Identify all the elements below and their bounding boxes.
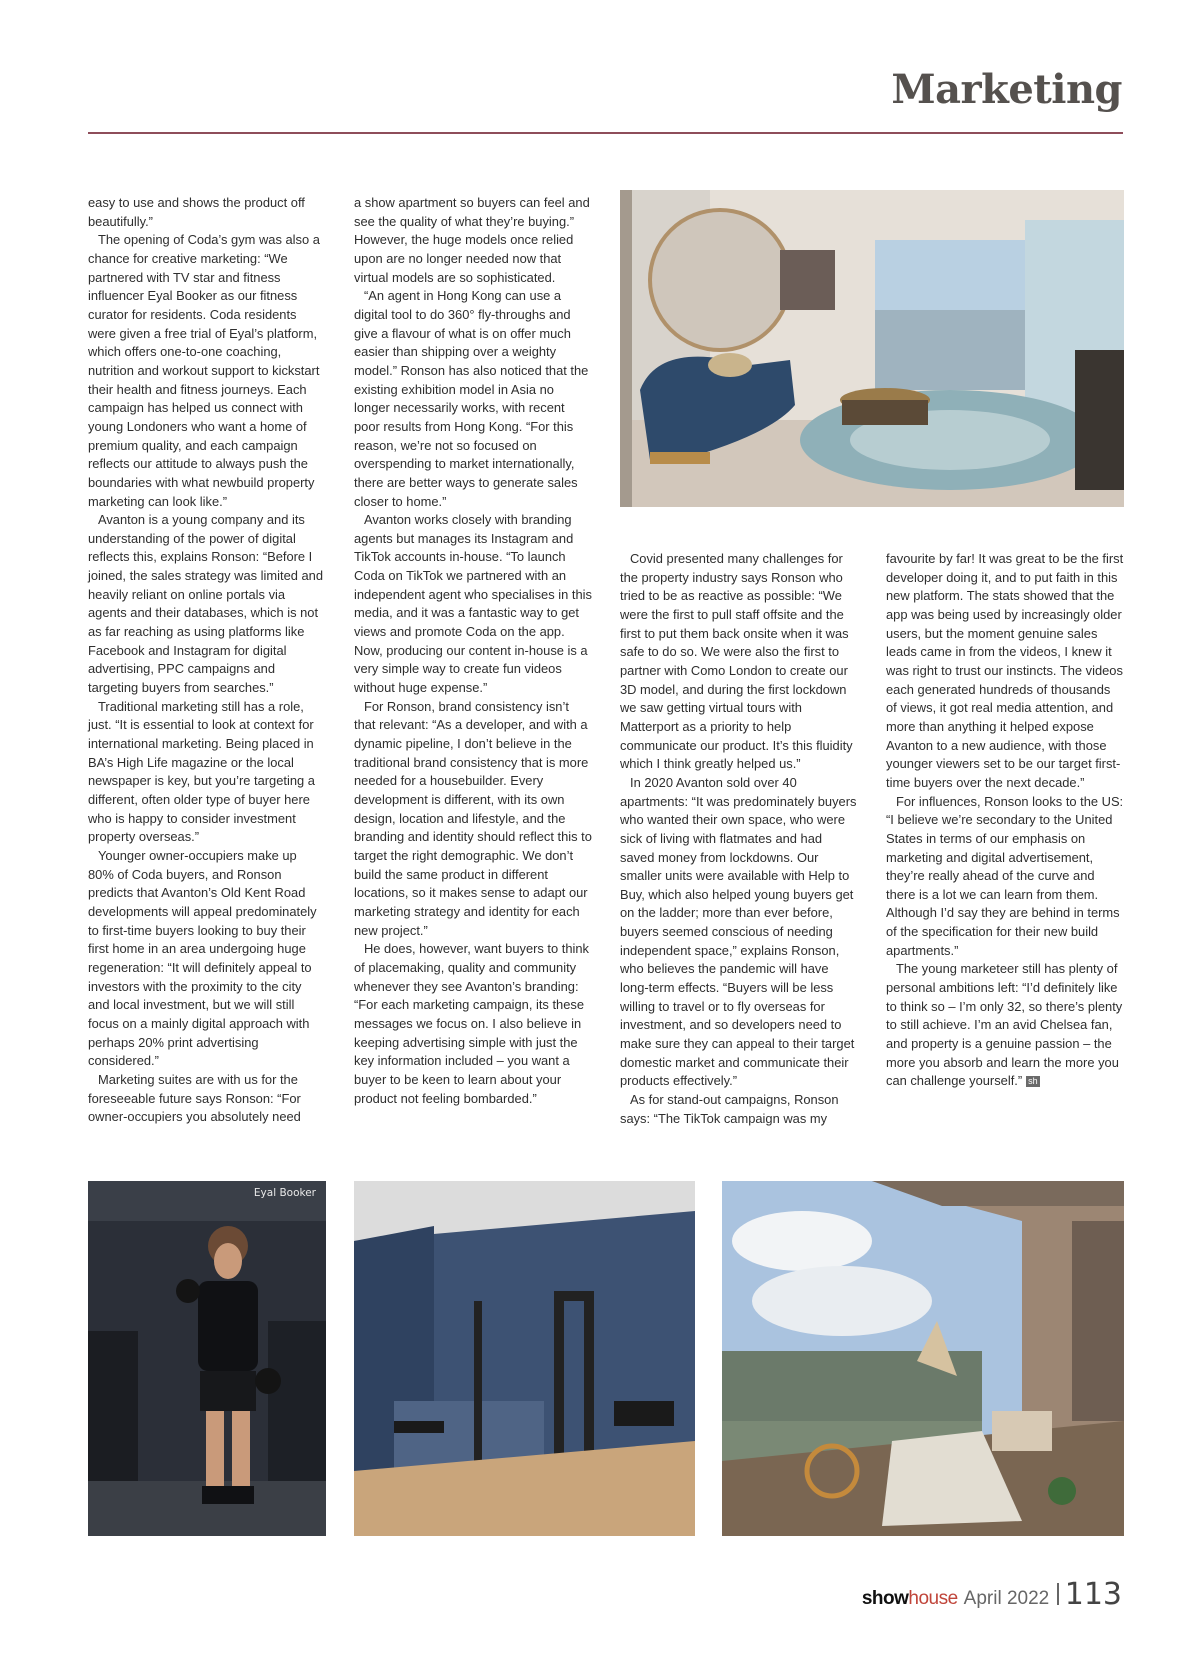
living-room-photo	[620, 190, 1124, 507]
paragraph: Marketing suites are with us for the foreseeable future says Ronson: “For owner-occupiers you absolutely need	[88, 1071, 301, 1125]
issue-date: April 2022	[963, 1588, 1050, 1609]
end-mark: sh	[1028, 1076, 1038, 1087]
footer-divider	[1057, 1583, 1059, 1605]
paragraph: “An agent in Hong Kong can use a digital tool to do 360° fly-throughs and give a flavour of what is on offer much easier than shipping over a weighty model.” Ronson has also noticed that the existing exhibition model in Asia no longer necessarily works, with recent poor results from Hong Kong. “For this reason, we’re not so focused on overspending to market internationally, there are better ways to generate sales closer to home.”	[354, 288, 589, 509]
brand-house: house	[908, 1588, 958, 1609]
article-column-4	[886, 550, 1124, 1091]
paragraph: favourite by far! It was great to be the first developer doing it, and to put faith in this new platform. The stats showed that the app was being used by increasingly older users, but the moment genuine sales leads came in from the videos, I knew it was right to trust our instincts. The videos each generated hundreds of thousands of views, it got real media attention, and more than anything it helped expose Avanton to a new audience, with those younger viewers set to be our target first-time buyers over the next decade.”	[886, 551, 1124, 790]
paragraph: Avanton is a young company and its understanding of the power of digital reflects this, explains Ronson: “Before I joined, the sales strategy was limited and heavily reliant on online portals via agents and their databases, which is not as far reaching as using platforms like Facebook and Instagram for digital advertising, PPC campaigns and targeting buyers from searches.”	[88, 512, 324, 696]
paragraph: Younger owner-occupiers make up 80% of Coda buyers, and Ronson predicts that Avanton’s Old Kent Road developments will appeal predominately to first-time buyers looking to buy their first home in an area undergoing huge regeneration: “It will definitely appeal to investors with the proximity to the city and local investment, but we will still focus on a mainly digital approach with perhaps 20% print advertising considered.”	[88, 847, 317, 1069]
article-column-1	[88, 194, 326, 1127]
balcony-photo	[722, 1181, 1124, 1536]
paragraph: For Ronson, brand consistency isn’t that relevant: “As a developer, and with a dynamic pipeline, I don’t believe in the traditional brand consistency that is more needed for a housebuilder. Every development is different, with its own design, location and lifestyle, and the branding and identity should reflect this to target the right demographic. We don’t build the same product in different locations, so it makes sense to adapt our marketing strategy and identity for each new project.”	[354, 698, 592, 938]
paragraph: a show apartment so buyers can feel and see the quality of what they’re buying.” However, the huge models once relied upon are no longer needed now that virtual models are so sophisticated.	[354, 195, 590, 285]
paragraph: As for stand-out campaigns, Ronson says: “The TikTok campaign was my	[620, 1092, 839, 1126]
paragraph: Traditional marketing still has a role, just. “It is essential to look at context for international marketing. Being placed in BA’s High Life magazine or the local newspaper is key, but you’re targeting a different, often older type of buyer here who is happy to consider investment property overseas.”	[88, 698, 315, 845]
paragraph: Avanton works closely with branding agents but manages its Instagram and TikTok accounts in-house. “To launch Coda on TikTok we partnered with an independent agent who specialises in this media, and it was a fantastic way to get views and promote Coda on the app. Now, producing our content in-house is a very simple way to create fun videos without huge expense.”	[354, 512, 592, 696]
page-footer	[862, 1577, 1122, 1611]
header-rule	[88, 132, 1123, 134]
paragraph: easy to use and shows the product off beautifully.”	[88, 195, 305, 229]
paragraph: He does, however, want buyers to think of placemaking, quality and community whenever they see Avanton’s branding: “For each marketing campaign, its these messages we focus on. I also believe in keeping advertising simple with just the key information included – you want a buyer to be keen to learn about your product not feeling bombarded.”	[354, 941, 589, 1106]
brand-show: show	[861, 1588, 909, 1609]
section-title: Marketing	[891, 66, 1122, 113]
gym-room-photo	[354, 1181, 695, 1536]
photo-caption: Eyal Booker	[253, 1187, 316, 1199]
paragraph: In 2020 Avanton sold over 40 apartments: “It was predominately buyers who wanted their own space, who were sick of living with flatmates and had saved money from lockdowns. Our smaller units were available with Help to Buy, which also helped young buyers get on the ladder; more than ever before, buyers seemed conscious of needing independent space,” explains Ronson, who believes the pandemic will have long-term effects. “Buyers will be less willing to travel or to fly overseas for investment, and so developers need to make sure they can appeal to their target domestic market and communicate their products effectively.”	[620, 774, 857, 1089]
paragraph: The opening of Coda’s gym was also a chance for creative marketing: “We partnered with TV star and fitness influencer Eyal Booker as our fitness curator for residents. Coda residents were given a free trial of Eyal’s platform, which offers one-to-one coaching, nutrition and workout support to kickstart their health and fitness journeys. Each campaign has helped us connect with young Londoners who want a home of premium quality, and each campaign reflects our attitude to always push the boundaries with what newbuild property marketing can look like.”	[88, 232, 320, 509]
paragraph: The young marketeer still has plenty of personal ambitions left: “I’d definitely like to think so – I’m only 32, so there’s plenty to still achieve. I’m an avid Chelsea fan, and property is a genuine passion – the more you absorb and learn the more you can challenge yourself.” sh	[886, 961, 1123, 1089]
article-column-3	[620, 550, 858, 1128]
paragraph: For influences, Ronson looks to the US: “I believe we’re secondary to the United States in terms of our emphasis on marketing and digital advertisement, they’re really ahead of the curve and there is a lot we can learn from them. Although I’d say they are behind in terms of the specification for their new build apartments.”	[886, 793, 1124, 958]
page-number: 113	[1064, 1577, 1122, 1612]
paragraph: Covid presented many challenges for the property industry says Ronson who tried to be as reactive as possible: “We were the first to pull staff offsite and the first to put them back onsite when it was safe to do so. We were also the first to partner with Como London to create our 3D model, and during the first lockdown we saw getting virtual tours with Matterport as a priority to help communicate our product. It’s this fluidity which I think greatly helped us.”	[620, 551, 853, 772]
article-column-2	[354, 194, 592, 1108]
gym-portrait-photo	[88, 1181, 326, 1536]
